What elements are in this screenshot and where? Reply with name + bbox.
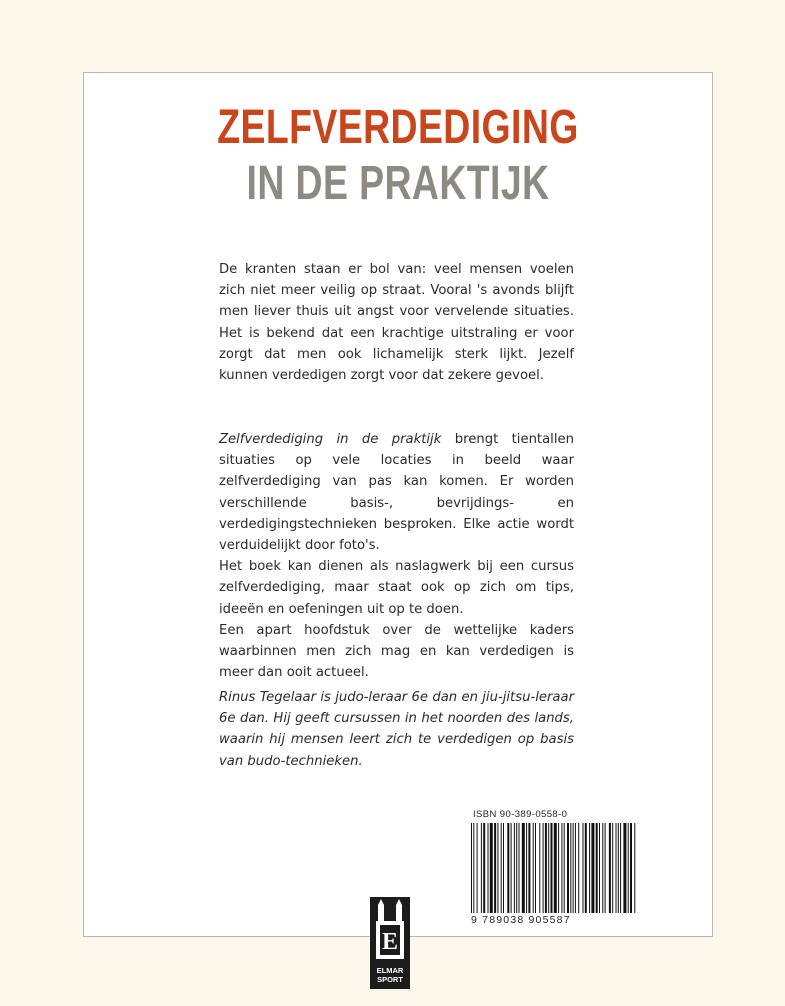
book-title-line2: IN DE PRAKTIJK — [246, 157, 550, 210]
legal-paragraph: Een apart hoofdstuk over de wettelijke kaders waarbinnen men zich mag en kan verdedigen is meer dan ooit actueel. — [219, 622, 574, 681]
svg-text:E: E — [381, 929, 399, 955]
barcode-icon — [469, 823, 637, 913]
isbn-label: ISBN 90-389-0558-0 — [473, 809, 568, 820]
summary-block — [219, 429, 574, 683]
book-title-line1: ZELFVERDEDIGING — [217, 101, 579, 154]
barcode-area — [469, 809, 641, 926]
castle-gate-icon — [370, 897, 410, 965]
barcode-number: 9 789038 905587 — [471, 914, 571, 926]
description-block — [219, 259, 574, 386]
description-paragraph-1: De kranten staan er bol van: veel mensen voelen zich niet meer veilig op straat. Vooral 's avonds blijft men liever thuis uit angst voor vervelende situaties. Het is bekend dat een krachtige uitstraling er voor zorgt dat men ook lichamelijk sterk lijkt. Jezelf kunnen verdedigen zorgt voor dat zekere gevoel. — [219, 262, 574, 384]
publisher-imprint: SPORT — [377, 975, 403, 984]
author-bio: Rinus Tegelaar is judo-leraar 6e dan en jiu-jitsu-leraar 6e dan. Hij geeft cursussen in het noorden des lands, waarin hij mensen leert zich te verdedigen op basis van budo-technieken. — [219, 690, 574, 769]
publisher-logo — [370, 897, 410, 989]
book-back-cover — [83, 72, 713, 937]
summary-paragraph — [219, 429, 574, 556]
usage-paragraph: Het boek kan dienen als naslagwerk bij een cursus zelfverdediging, maar staat ook op zich om tips, ideeën en oefeningen uit op te doen. — [219, 559, 574, 617]
author-bio-block — [219, 687, 574, 772]
publisher-name: ELMAR — [376, 966, 404, 975]
summary-text: brengt tientallen situaties op vele locaties in beeld waar zelfverdediging van pas kan komen. Er worden verschillende basis-, bevrijdings- en verdedigingstechnieken besproken. Elke actie wordt verduidelijkt door foto's. — [219, 432, 574, 554]
book-title-inline: Zelfverdediging in de praktijk — [219, 432, 442, 447]
